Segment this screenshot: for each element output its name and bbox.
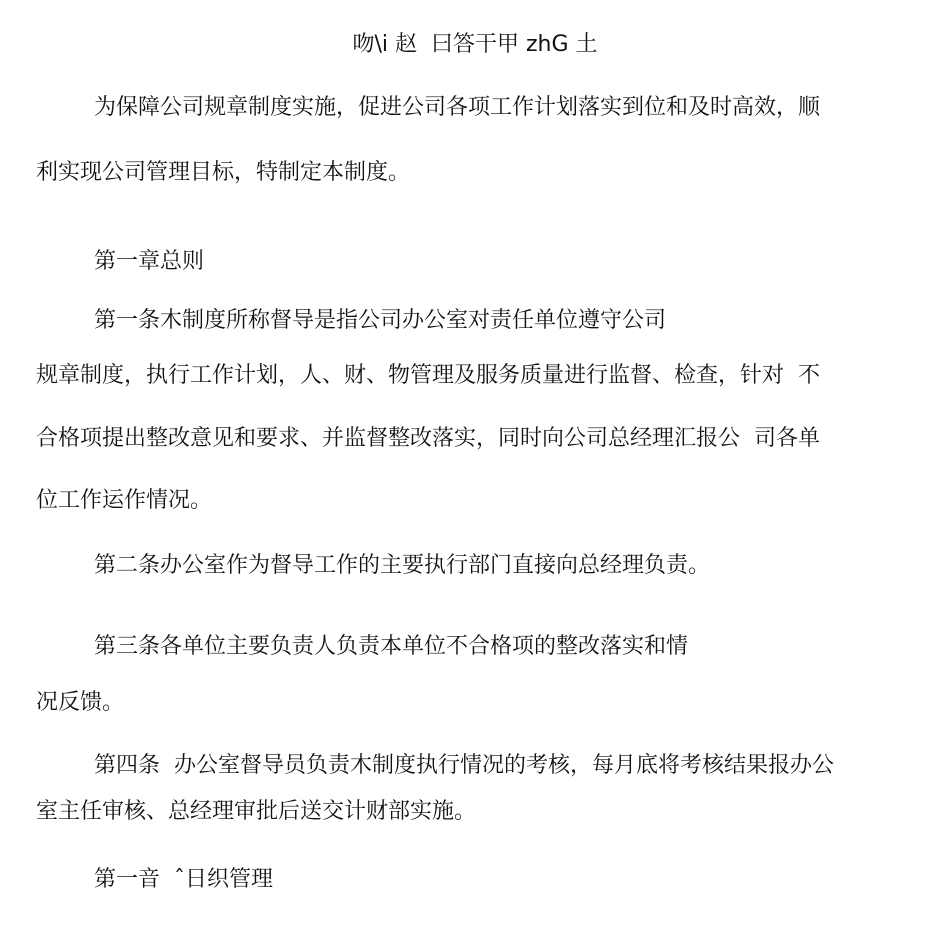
- paragraph-line: 况反馈。: [36, 690, 125, 715]
- paragraph-line: 第二条办公室作为督导工作的主要执行部门直接向总经理负责。: [94, 553, 711, 578]
- paragraph-line: 室主任审核、总经理审批后送交计财部实施。: [36, 799, 477, 824]
- paragraph-line: 第四条 办公室督导员负责木制度执行情况的考核，每月底将考核结果报办公: [94, 753, 834, 778]
- paragraph-line: 规章制度，执行工作计划，人、财、物管理及服务质量进行监督、检查，针对 不: [36, 363, 820, 388]
- chapter-heading: 第一音 ˆ日织管理: [94, 867, 273, 892]
- document-title: 吻\i 赵 曰答干甲 zhG 土: [352, 32, 598, 57]
- paragraph-line: 利实现公司管理目标，特制定本制度。: [36, 160, 411, 185]
- paragraph-line: 第一条木制度所称督导是指公司办公室对责任单位遵守公司: [94, 308, 667, 333]
- paragraph-line: 位工作运作情况。: [36, 488, 213, 513]
- paragraph-line: 合格项提出整改意见和要求、并监督整改落实，同时向公司总经理汇报公 司各单: [36, 426, 820, 451]
- paragraph-line: 为保障公司规章制度实施，促进公司各项工作计划落实到位和及时高效，顺: [94, 95, 821, 120]
- chapter-heading: 第一章总则: [94, 249, 205, 274]
- paragraph-line: 第三条各单位主要负责人负责本单位不合格项的整改落实和情: [94, 634, 689, 659]
